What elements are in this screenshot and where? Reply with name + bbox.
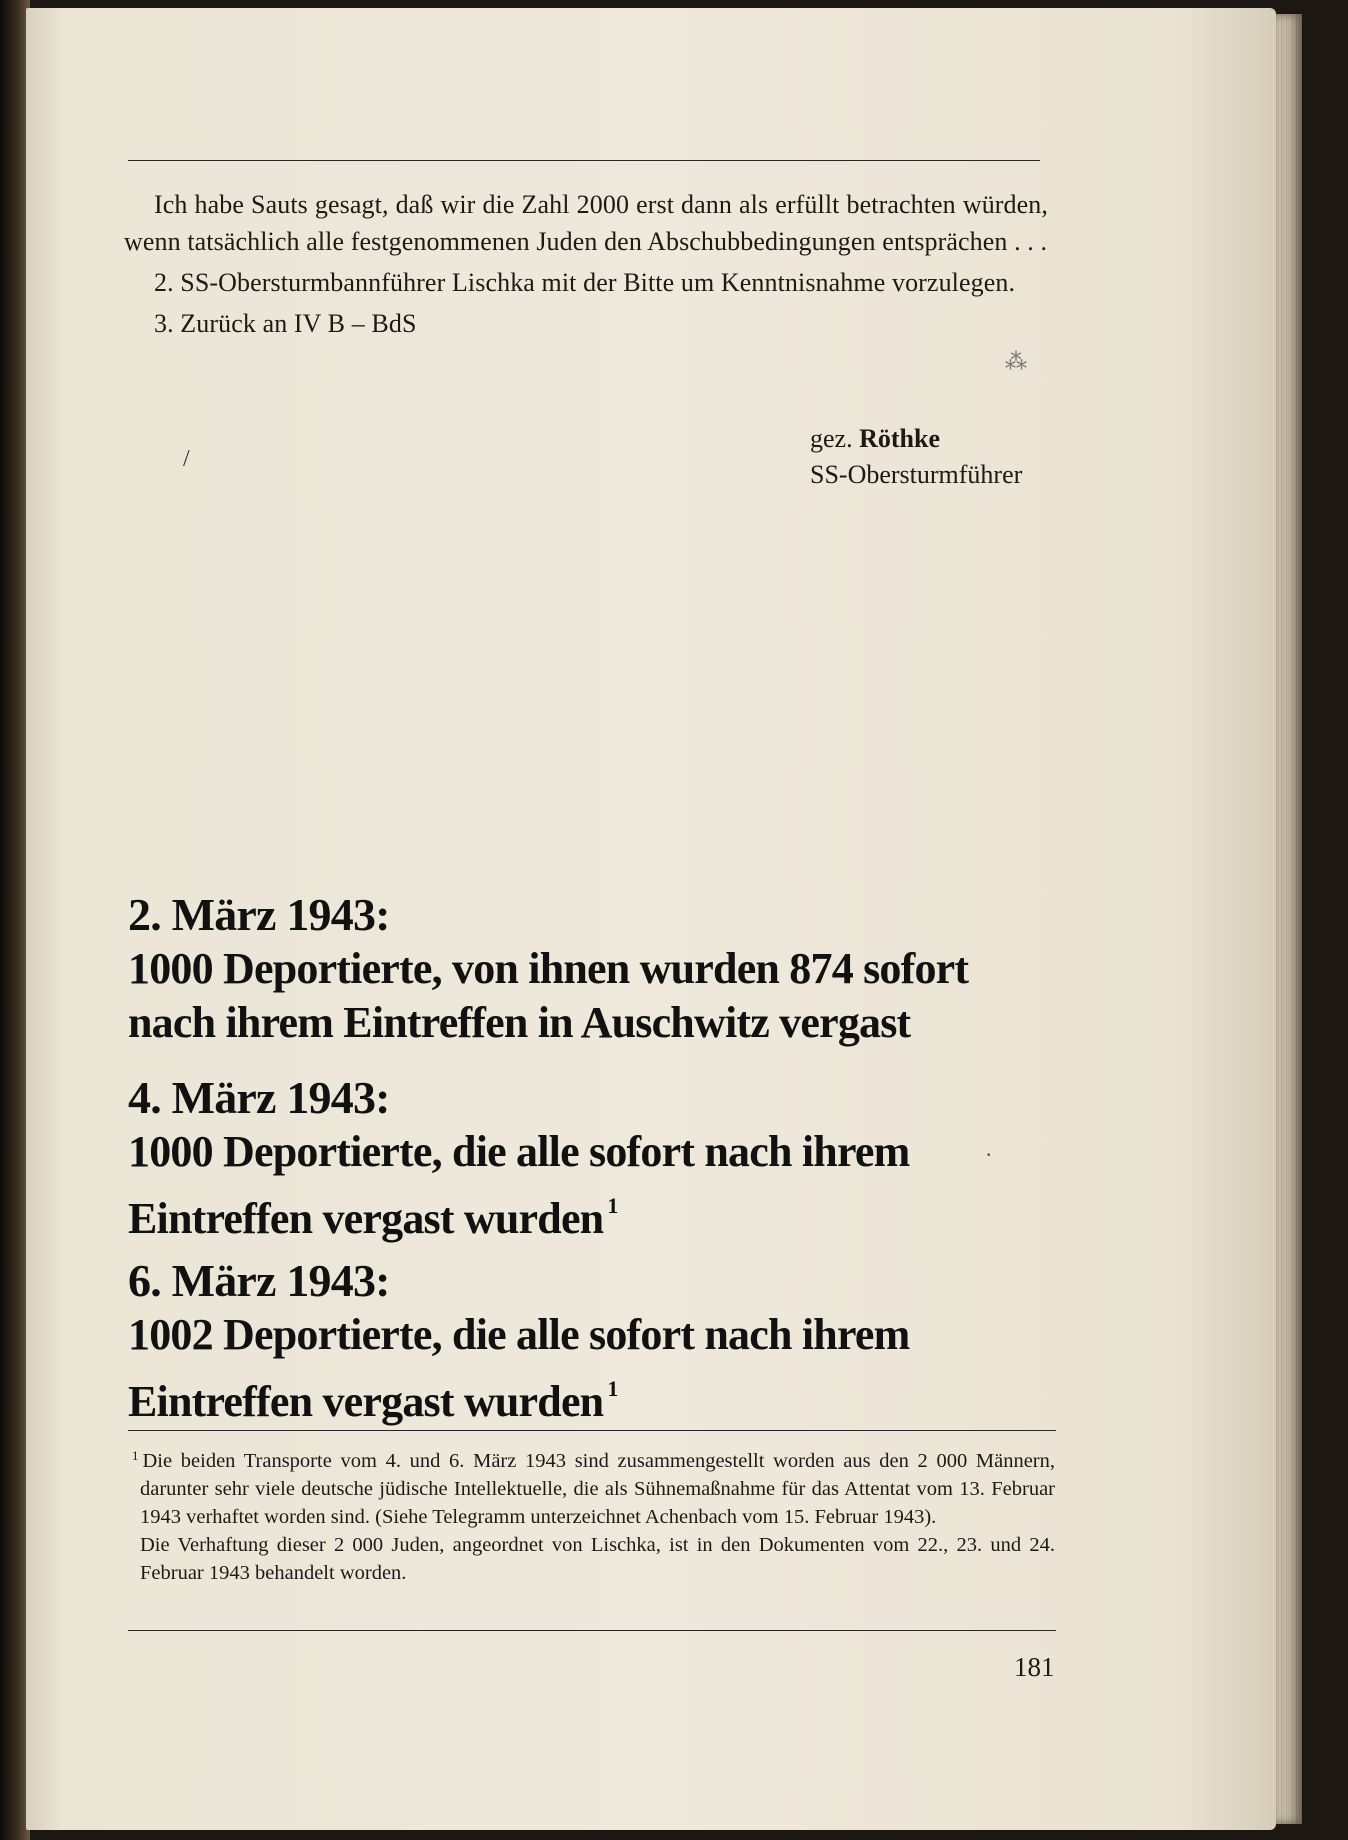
letter-item-3: 3. Zurück an IV B – BdS (154, 309, 417, 338)
footnote-paragraph-1 (132, 1442, 1055, 1531)
letter-excerpt (124, 186, 1048, 342)
entry-line: 1000 Deportierte, von ihnen wurden 874 sofort (128, 944, 969, 993)
stray-dot: · (985, 1142, 993, 1167)
footnote-marker: 1 (132, 1448, 139, 1463)
entry-date: 6. März 1943: (128, 1255, 390, 1306)
footnote-rule (128, 1430, 1056, 1431)
entry-4-maerz (128, 1071, 909, 1246)
entry-line: Eintreffen vergast wurden (128, 1377, 604, 1426)
entry-date: 4. März 1943: (128, 1072, 390, 1123)
footnote-paragraph-2: Die Verhaftung dieser 2 000 Juden, angeordnet von Lischka, ist in den Dokumenten vom 22., 23. und 24. Februar 1943 behandelt worden. (140, 1534, 1055, 1584)
entry-date: 2. März 1943: (128, 889, 390, 940)
footnote-reference: 1 (607, 1376, 618, 1401)
signature-prefix: gez. (810, 424, 853, 453)
stamp-smudge: ⁂ (1005, 349, 1027, 374)
footnote (132, 1442, 1055, 1587)
footnote-reference: 1 (607, 1193, 618, 1218)
entry-line: Eintreffen vergast wurden (128, 1194, 604, 1243)
entry-2-maerz (128, 888, 968, 1050)
entry-line: 1002 Deportierte, die alle sofort nach ihrem (128, 1310, 910, 1359)
entry-line: nach ihrem Eintreffen in Auschwitz vergast (128, 998, 911, 1047)
pencil-mark: / (183, 446, 190, 472)
bottom-rule (128, 1630, 1056, 1631)
letter-item-2: 2. SS-Obersturmbannführer Lischka mit der Bitte um Kenntnisnahme vorzulegen. (154, 268, 1016, 297)
page-number: 181 (1014, 1652, 1055, 1682)
signature-rank: SS-Obersturmführer (810, 460, 1023, 489)
signature-name: Röthke (859, 424, 940, 453)
top-rule (128, 160, 1040, 161)
entry-6-maerz (128, 1254, 909, 1429)
letter-paragraph: Ich habe Sauts gesagt, daß wir die Zahl 2000 erst dann als erfüllt betrachten würden, wenn tatsächlich alle festgenommenen Juden den Abschubbedingungen entsprächen . . . (124, 190, 1048, 256)
signature-block (810, 421, 1022, 493)
entry-line: 1000 Deportierte, die alle sofort nach ihrem (128, 1127, 910, 1176)
footnote-text: Die beiden Transporte vom 4. und 6. März 1943 sind zusammengestellt worden aus den 2 000 Männern, darunter sehr viele deutsche jüdische Intellektuelle, die als Sühnemaßnahme für das Attentat vom 13. Februar 1943 verhaftet worden sind. (Siehe Telegramm unterzeichnet Achenbach vom 15. Februar 1943). (140, 1450, 1055, 1528)
